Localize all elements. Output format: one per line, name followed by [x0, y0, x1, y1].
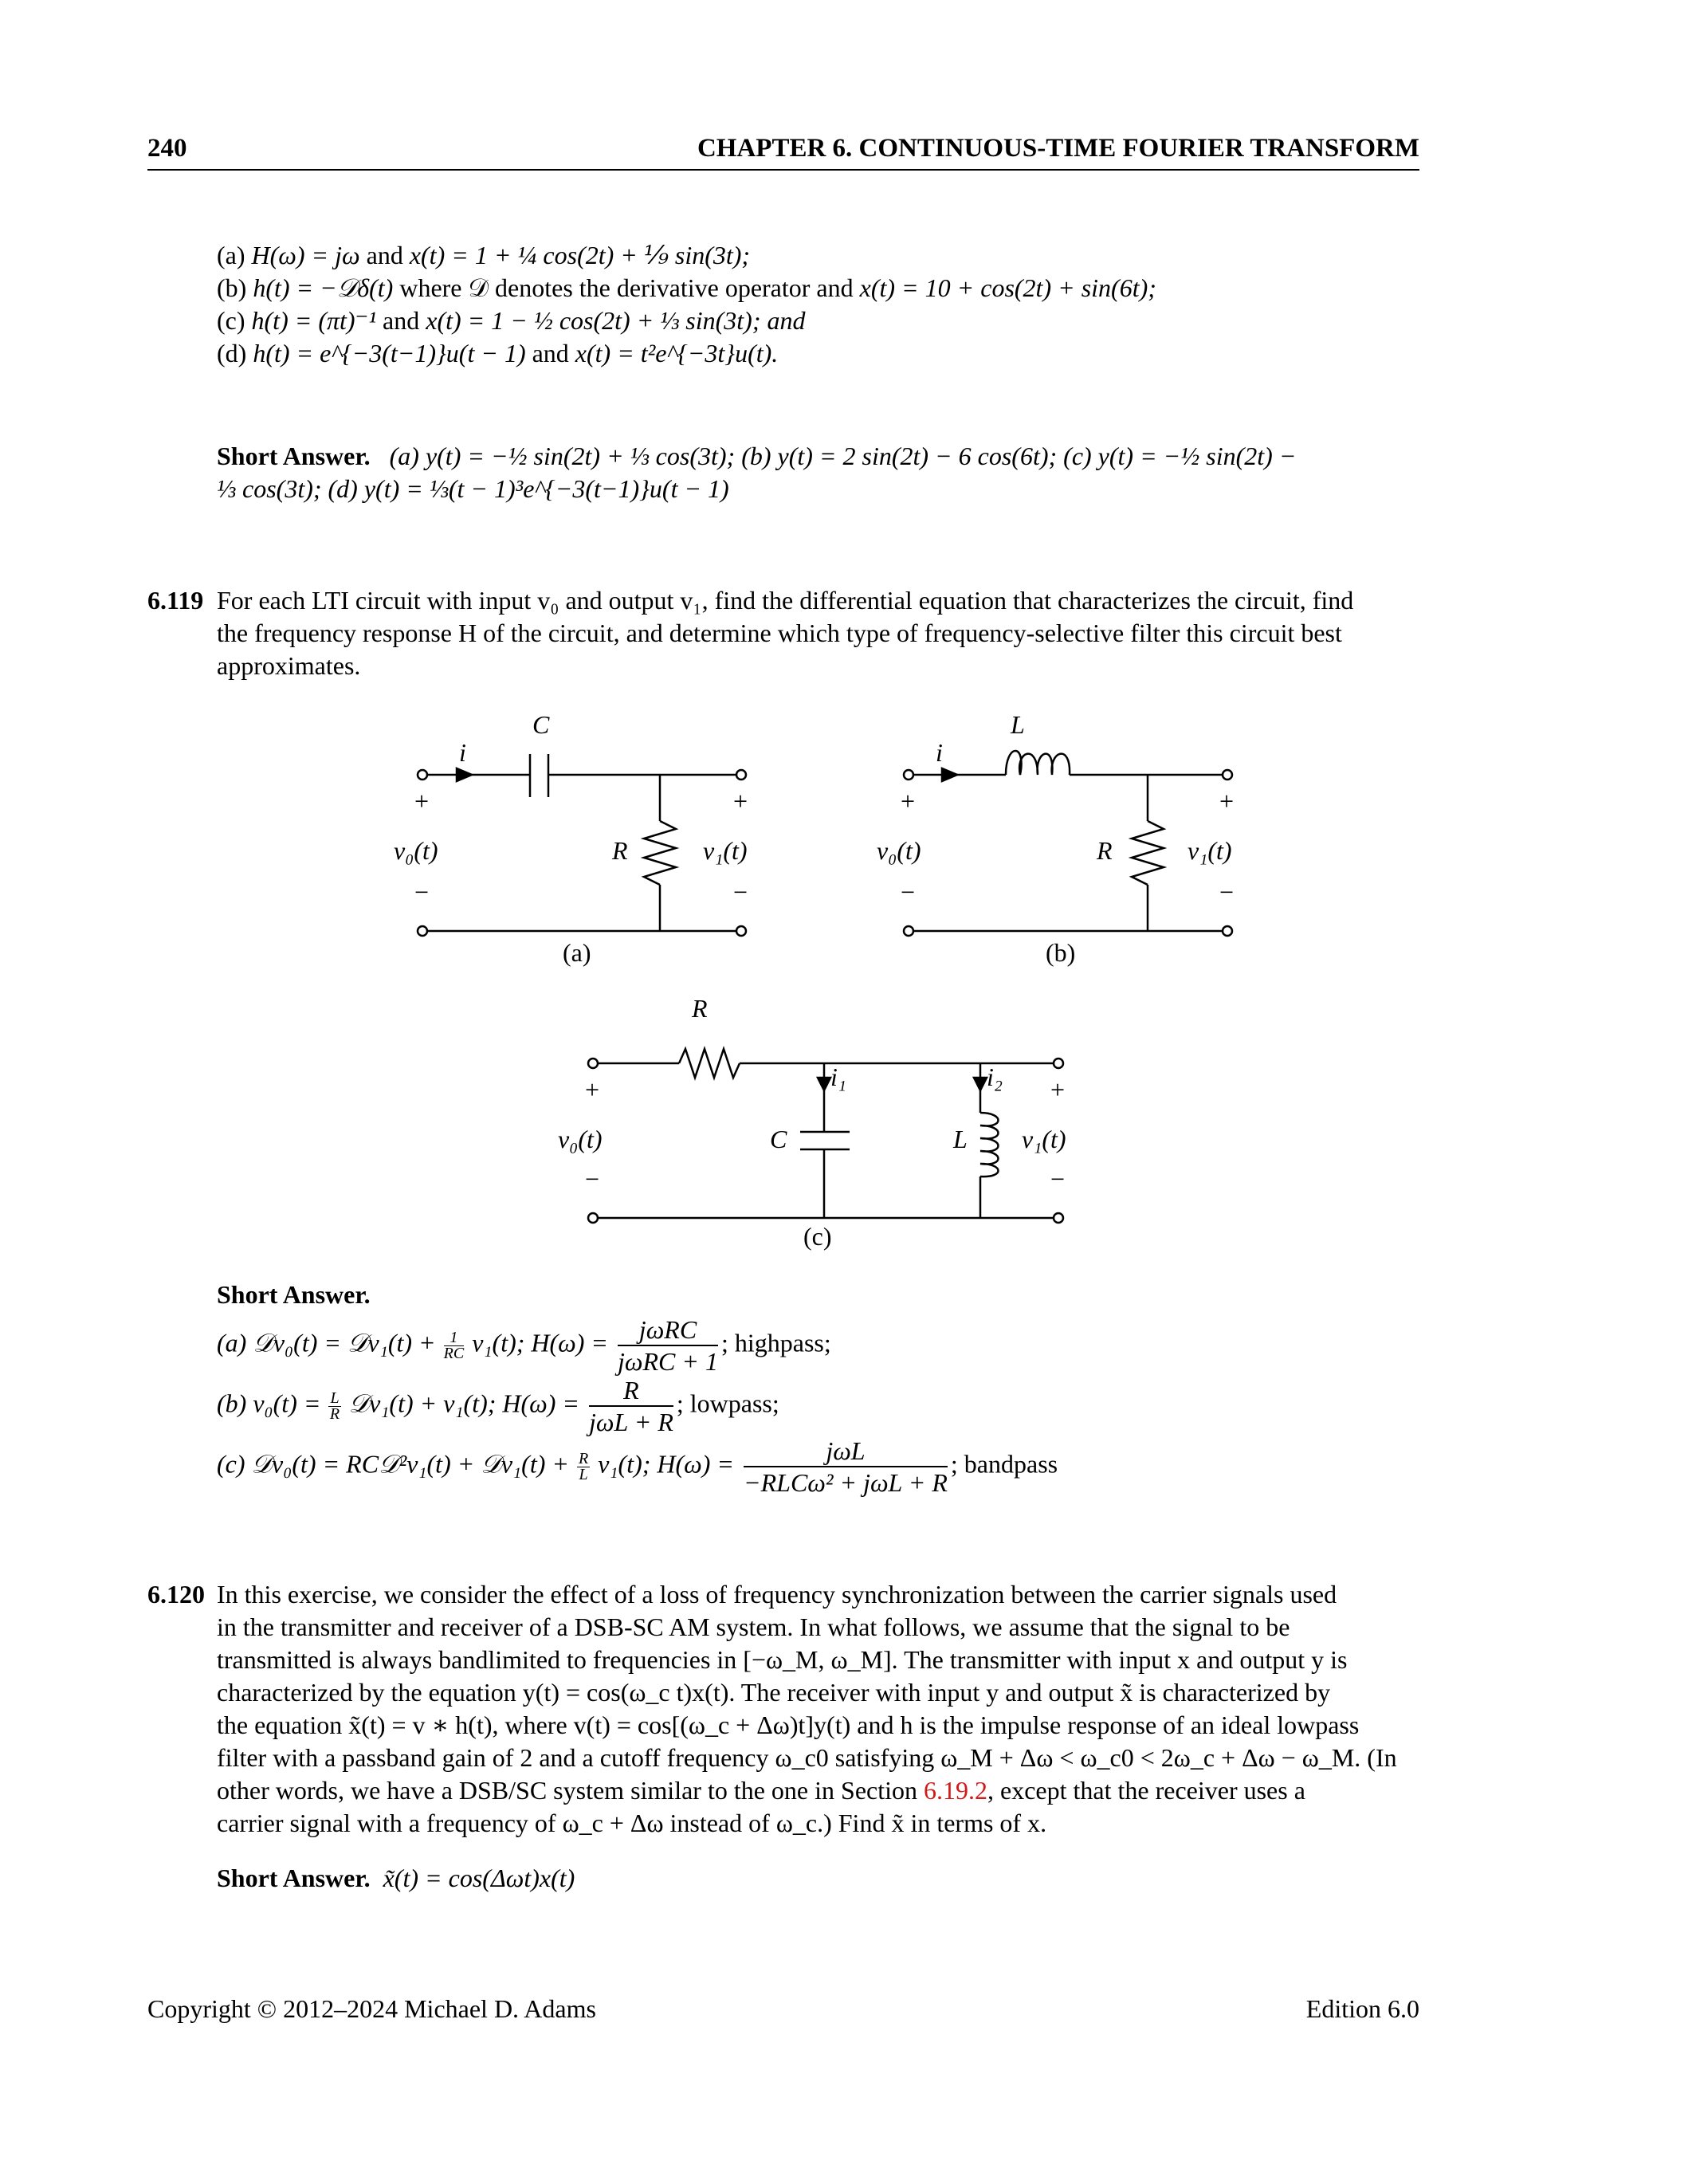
circuit-c-minus-out: − — [1050, 1165, 1066, 1193]
footer-edition: Edition 6.0 — [1305, 1994, 1419, 2023]
chapter-title: CHAPTER 6. CONTINUOUS-TIME FOURIER TRANSFORM — [697, 134, 1419, 163]
problem-6-120-statement: In this exercise, we consider the effect of a loss of frequency synchronization between the carrier signals used in the transmitter and receiver of a DSB-SC AM system. In what follows, we assume that the signal to be transmitted is always bandlimited to frequencies in [−ω_M, ω_M]. The transmitter with input x and output y is characterized by the equation y(t) = cos(ω_c t)x(t). The receiver with input y and output x̃ is characterized by the equation x̃(t) = v ∗ h(t), where v(t) = cos[(ω_c + Δω)t]y(t) and h is the impulse response of an ideal lowpass filter with a passband gain of 2 and a cutoff frequency ω_c0 satisfying ω_M + Δω < ω_c0 < 2ω_c + Δω − ω_M. (In other words, we have a DSB/SC system similar to the one in Section 6.19.2, except that the receiver uses a carrier signal with a frequency of ω_c + Δω instead of ω_c.) Find x̃ in terms of x. — [217, 1580, 1397, 1837]
short-answer-label: Short Answer. — [217, 1864, 371, 1892]
circuit-a-caption: (a) — [563, 938, 591, 967]
page-number: 240 — [147, 134, 187, 163]
short-answer-text-cont: ⅓ cos(3t); (d) y(t) = ⅓(t − 1)³e^{−3(t−1)}u(t − 1) — [217, 474, 729, 503]
part-d: (d) h(t) = e^{−3(t−1)}u(t − 1) and x(t) = t²e^{−3t}u(t). — [217, 339, 779, 367]
part-b: (b) h(t) = −𝒟δ(t) where 𝒟 denotes the derivative operator and x(t) = 10 + cos(2t) + sin(6t); — [217, 273, 1156, 302]
circuit-b-inductor-label: L — [1011, 710, 1025, 739]
circuit-c-minus-in: − — [585, 1165, 600, 1193]
answer-b: (b) v₀(t) = $\frac{L}{R}$ 𝒟v₁(t) + v₁(t); H(ω) = R jωL + R ; lowpass; — [217, 1376, 779, 1436]
section-link[interactable]: 6.19.2 — [924, 1776, 987, 1805]
circuit-c-plus-out: + — [1050, 1075, 1066, 1104]
circuit-b-resistor-label: R — [1097, 836, 1113, 865]
circuit-c-input-label: v₀(t) — [558, 1125, 603, 1153]
circuit-a-plus-in: + — [414, 787, 430, 815]
circuit-c-plus-in: + — [585, 1075, 600, 1104]
short-answer-label: Short Answer. — [217, 1280, 371, 1309]
circuit-c-output-label: v₁(t) — [1022, 1125, 1066, 1153]
circuit-c-current1-label: i₁ — [830, 1063, 847, 1091]
circuit-b-minus-in: − — [901, 878, 916, 906]
circuit-a-capacitor-label: C — [532, 710, 550, 739]
circuit-b — [904, 751, 1235, 936]
answer-a: (a) 𝒟v₀(t) = 𝒟v₁(t) + $\frac{1}{RC}$ v₁(t); H(ω) = jωRC jωRC + 1 ; highpass; — [217, 1315, 831, 1376]
circuit-a-current-label: i — [459, 738, 466, 767]
circuit-a — [418, 754, 746, 936]
circuit-a-plus-out: + — [733, 787, 748, 815]
part-a: (a) H(ω) = jω and x(t) = 1 + ¼ cos(2t) + ⅑ sin(3t); — [217, 241, 751, 269]
problem-6-119-short-answer — [217, 1279, 1420, 1498]
short-answer-text: x̃(t) = cos(Δωt)x(t) — [383, 1864, 575, 1892]
circuit-a-input-label: v₀(t) — [394, 836, 438, 865]
footer-copyright: Copyright © 2012–2024 Michael D. Adams — [147, 1994, 596, 2023]
circuit-a-minus-in: − — [414, 878, 430, 906]
circuit-b-current-label: i — [936, 738, 943, 767]
circuit-c-current2-label: i₂ — [987, 1063, 1003, 1091]
circuit-c-capacitor-label: C — [770, 1125, 787, 1153]
short-answer-label: Short Answer. — [217, 442, 371, 470]
circuit-b-caption: (b) — [1046, 938, 1076, 967]
circuit-b-output-label: v₁(t) — [1187, 836, 1232, 865]
problem-number-6-120: 6.120 — [147, 1580, 205, 1609]
circuit-c-resistor-label: R — [692, 994, 708, 1023]
circuit-b-plus-out: + — [1219, 787, 1235, 815]
short-answer-text: (a) y(t) = −½ sin(2t) + ⅓ cos(3t); (b) y(t) = 2 sin(2t) − 6 cos(6t); (c) y(t) = −½ sin(2t) − — [389, 442, 1297, 470]
circuit-b-plus-in: + — [901, 787, 916, 815]
circuit-a-resistor-label: R — [612, 836, 628, 865]
problem-6-119-statement: For each LTI circuit with input v₀ and output v₁, find the differential equation that characterizes the circuit, find the frequency response H of the circuit, and determine which type of frequency-selective filter this circuit best approximates. — [217, 586, 1354, 680]
problem-6-120-short-answer — [217, 1862, 1420, 1895]
circuit-a-output-label: v₁(t) — [703, 836, 748, 865]
circuit-b-minus-out: − — [1219, 878, 1235, 906]
answer-c: (c) 𝒟v₀(t) = RC𝒟²v₁(t) + 𝒟v₁(t) + $\frac{R}{L}$ v₁(t); H(ω) = jωL −RLCω² + jωL + R ; bandpass — [217, 1436, 1058, 1497]
circuit-c-caption: (c) — [803, 1222, 832, 1251]
circuit-b-input-label: v₀(t) — [877, 836, 921, 865]
part-c: (c) h(t) = (πt)⁻¹ and x(t) = 1 − ½ cos(2t) + ⅓ sin(3t); and — [217, 306, 806, 335]
circuit-c-inductor-label: L — [953, 1125, 968, 1153]
circuit-a-minus-out: − — [733, 878, 748, 906]
problem-number-6-119: 6.119 — [147, 586, 204, 615]
